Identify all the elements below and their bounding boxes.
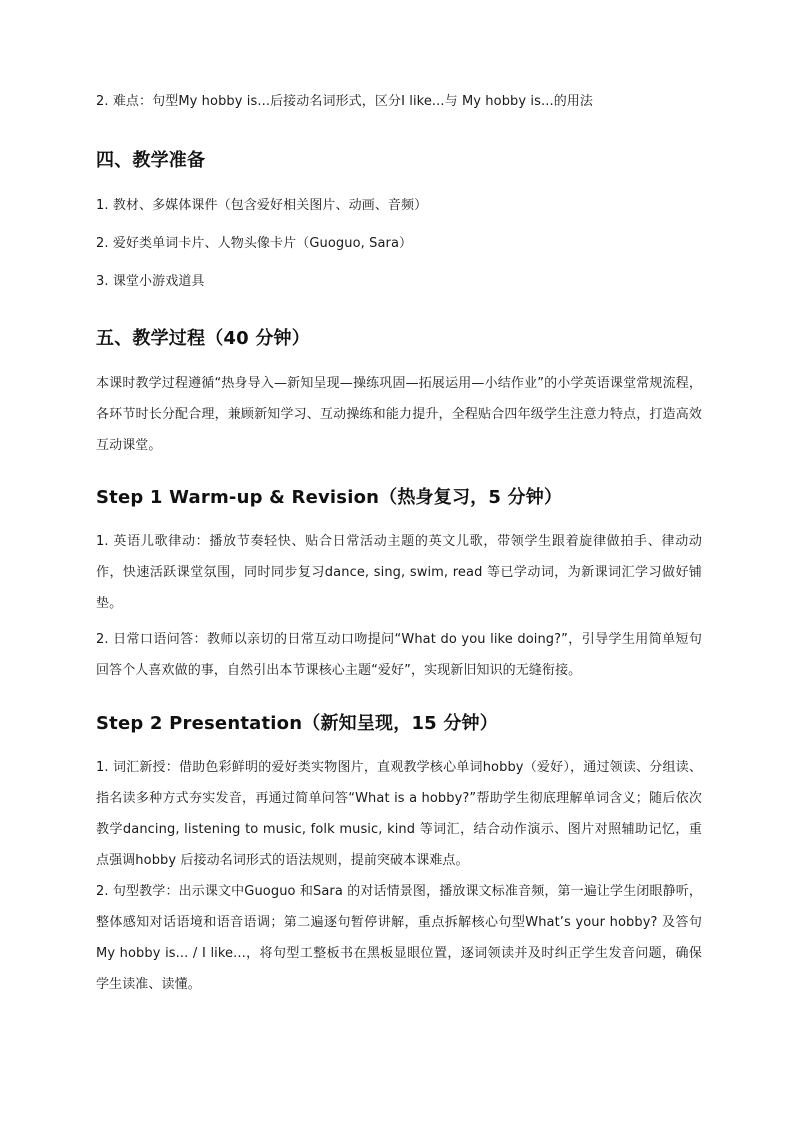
step2-title: Step 2 Presentation（新知呈现，15 分钟）: [96, 713, 498, 734]
section4-item-1: 1. 教材、多媒体课件（包含爱好相关图片、动画、音频）: [96, 198, 428, 213]
step1-item-2: 2. 日常口语问答：教师以亲切的日常互动口吻提问“What do you like doing?”，引导学生用简单短句回答个人喜欢做的事，自然引出本节课核心主题“爱好”，实现新旧知识的无缝衔接。: [96, 632, 702, 678]
difficulty-item: 2. 难点：句型My hobby is...后接动名词形式，区分I like...与 My hobby is...的用法: [96, 94, 594, 109]
section4-item-2: 2. 爱好类单词卡片、人物头像卡片（Guoguo, Sara）: [96, 236, 413, 251]
section4-title: 四、教学准备: [96, 150, 206, 171]
step2-item-1: 1. 词汇新授：借助色彩鲜明的爱好类实物图片，直观教学核心单词hobby（爱好），通过领读、分组读、指名读多种方式夯实发音，再通过简单问答“What is a hobby?”帮助学生彻底理解单词含义；随后依次教学dancing, listening to music, folk music, kind 等词汇，结合动作演示、图片对照辅助记忆，重点强调hobby 后接动名词形式的语法规则，提前突破本课难点。: [96, 760, 702, 868]
step1-title: Step 1 Warm-up & Revision（热身复习，5 分钟）: [96, 487, 563, 508]
section4-item-3: 3. 课堂小游戏道具: [96, 274, 205, 289]
section5-title: 五、教学过程（40 分钟）: [96, 328, 310, 349]
step2-item-2: 2. 句型教学：出示课文中Guoguo 和Sara 的对话情景图，播放课文标准音频，第一遍让学生闭眼静听，整体感知对话语境和语音语调；第二遍逐句暂停讲解，重点拆解核心句型What’s your hobby? 及答句My hobby is... / I like...，将句型工整板书在黑板显眼位置，逐词领读并及时纠正学生发音问题，确保学生读准、读懂。: [96, 884, 702, 992]
step1-item-1: 1. 英语儿歌律动：播放节奏轻快、贴合日常活动主题的英文儿歌，带领学生跟着旋律做拍手、律动动作，快速活跃课堂氛围，同时同步复习dance, sing, swim, read 等已学动词，为新课词汇学习做好铺垫。: [96, 534, 702, 611]
section5-intro: 本课时教学过程遵循“热身导入—新知呈现—操练巩固—拓展运用—小结作业”的小学英语课堂常规流程，各环节时长分配合理，兼顾新知学习、互动操练和能力提升，全程贴合四年级学生注意力特点，打造高效互动课堂。: [96, 376, 702, 453]
